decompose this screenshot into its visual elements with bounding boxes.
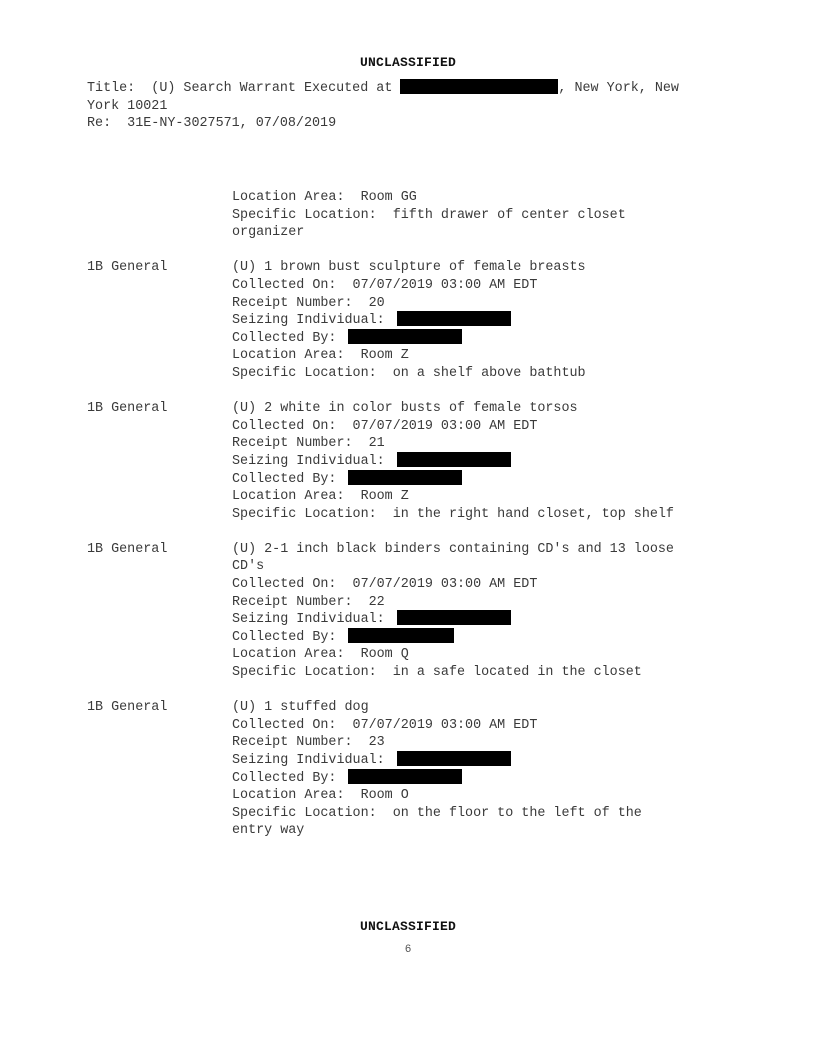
- evidence-entry: [87, 699, 747, 840]
- evidence-entry: [87, 541, 747, 682]
- seizing-individual-label: Seizing Individual:: [232, 313, 385, 329]
- re-line: Re: 31E-NY-3027571, 07/08/2019: [87, 116, 337, 132]
- redaction-block: [348, 329, 462, 344]
- collected-by-label: Collected By:: [232, 330, 337, 346]
- collected-by-line: [232, 629, 722, 647]
- collected-by-line: [232, 330, 722, 348]
- seizing-individual-line: [232, 752, 722, 770]
- continuation-entry: [87, 189, 747, 242]
- entry-details: [232, 259, 722, 382]
- evidence-list: [87, 189, 747, 858]
- document-header: [87, 80, 727, 133]
- title-suffix: , New York, New: [558, 81, 679, 97]
- specific-location: Specific Location: on a shelf above bathtub: [232, 365, 586, 381]
- item-description: (U) 2 white in color busts of female torsos: [232, 401, 578, 417]
- entry-details: [232, 189, 722, 242]
- entry-details: [232, 400, 722, 523]
- item-description-cont: CD's: [232, 559, 265, 575]
- specific-location: Specific Location: in the right hand closet, top shelf: [232, 506, 674, 522]
- evidence-entry: [87, 400, 747, 523]
- specific-location-cont: organizer: [232, 225, 305, 241]
- redaction-block: [400, 79, 558, 94]
- title-line-2: York 10021: [87, 98, 168, 114]
- redaction-block: [397, 751, 511, 766]
- receipt-number: Receipt Number: 20: [232, 295, 385, 311]
- page-number: 6: [404, 944, 412, 956]
- item-description: (U) 2-1 inch black binders containing CD's and 13 loose: [232, 541, 674, 557]
- location-area: Location Area: Room O: [232, 788, 409, 804]
- specific-location: Specific Location: on the floor to the left of the: [232, 805, 642, 821]
- category-label: 1B General: [87, 260, 168, 276]
- collected-on: Collected On: 07/07/2019 03:00 AM EDT: [232, 717, 538, 733]
- specific-location-cont: entry way: [232, 823, 305, 839]
- seizing-individual-label: Seizing Individual:: [232, 753, 385, 769]
- title-line: [87, 80, 727, 98]
- item-description: (U) 1 stuffed dog: [232, 700, 369, 716]
- collected-by-line: [232, 770, 722, 788]
- seizing-individual-label: Seizing Individual:: [232, 453, 385, 469]
- seizing-individual-label: Seizing Individual:: [232, 612, 385, 628]
- category-label: 1B General: [87, 541, 168, 557]
- category-label: 1B General: [87, 401, 168, 417]
- redaction-block: [397, 452, 511, 467]
- receipt-number: Receipt Number: 22: [232, 594, 385, 610]
- redaction-block: [397, 610, 511, 625]
- item-description: (U) 1 brown bust sculpture of female breasts: [232, 260, 586, 276]
- seizing-individual-line: [232, 453, 722, 471]
- collected-on: Collected On: 07/07/2019 03:00 AM EDT: [232, 277, 538, 293]
- classification-footer: UNCLASSIFIED: [359, 919, 456, 934]
- receipt-number: Receipt Number: 23: [232, 735, 385, 751]
- location-area: Location Area: Room GG: [232, 190, 417, 205]
- entry-details: [232, 699, 722, 840]
- category-label: [87, 189, 232, 242]
- location-area: Location Area: Room Q: [232, 647, 409, 663]
- redaction-block: [348, 628, 454, 643]
- seizing-individual-line: [232, 611, 722, 629]
- evidence-entry: [87, 259, 747, 382]
- specific-location: Specific Location: in a safe located in the closet: [232, 665, 642, 681]
- seizing-individual-line: [232, 312, 722, 330]
- collected-by-line: [232, 471, 722, 489]
- location-area: Location Area: Room Z: [232, 348, 409, 364]
- collected-by-label: Collected By:: [232, 770, 337, 786]
- collected-on: Collected On: 07/07/2019 03:00 AM EDT: [232, 577, 538, 593]
- entry-details: [232, 541, 722, 682]
- classification-header: UNCLASSIFIED: [359, 55, 456, 70]
- collected-on: Collected On: 07/07/2019 03:00 AM EDT: [232, 418, 538, 434]
- location-area: Location Area: Room Z: [232, 489, 409, 505]
- collected-by-label: Collected By:: [232, 629, 337, 645]
- redaction-block: [348, 769, 462, 784]
- redaction-block: [348, 470, 462, 485]
- receipt-number: Receipt Number: 21: [232, 436, 385, 452]
- redaction-block: [397, 311, 511, 326]
- collected-by-label: Collected By:: [232, 471, 337, 487]
- category-label: 1B General: [87, 700, 168, 716]
- specific-location: Specific Location: fifth drawer of center closet: [232, 207, 626, 223]
- title-prefix: Title: (U) Search Warrant Executed at: [87, 81, 401, 97]
